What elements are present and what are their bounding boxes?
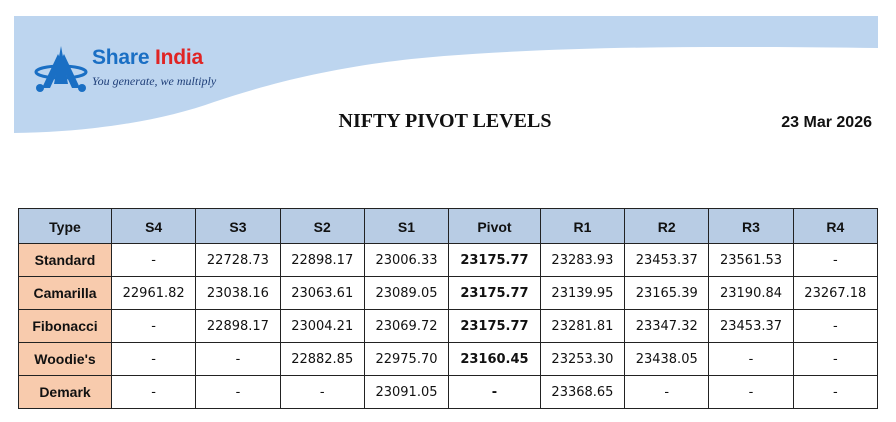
pivot-cell: 23175.77 — [449, 310, 541, 343]
brand-name — [92, 46, 203, 70]
row-label: Woodie's — [19, 343, 112, 376]
column-header: R2 — [625, 209, 709, 244]
table-cell: 23190.84 — [709, 277, 793, 310]
table-row — [19, 277, 878, 310]
pivot-levels-table — [18, 208, 878, 409]
column-header: R4 — [793, 209, 877, 244]
table-cell: - — [112, 343, 196, 376]
table-cell: 22728.73 — [196, 244, 280, 277]
table-cell: 23283.93 — [540, 244, 624, 277]
table-cell: 22975.70 — [364, 343, 448, 376]
row-label: Standard — [19, 244, 112, 277]
table-cell: - — [112, 376, 196, 409]
table-cell: - — [793, 310, 877, 343]
table-cell: 23561.53 — [709, 244, 793, 277]
brand-name-part1: Share — [92, 46, 150, 69]
table-row — [19, 376, 878, 409]
table-cell: 23281.81 — [540, 310, 624, 343]
column-header: R3 — [709, 209, 793, 244]
brand-name-part2: India — [155, 46, 204, 69]
table-cell: - — [709, 343, 793, 376]
table-cell: - — [793, 244, 877, 277]
pivot-cell: 23160.45 — [449, 343, 541, 376]
table-cell: 22882.85 — [280, 343, 364, 376]
table-cell: - — [793, 343, 877, 376]
column-header: Pivot — [449, 209, 541, 244]
table-cell: - — [112, 310, 196, 343]
table-cell: 23069.72 — [364, 310, 448, 343]
column-header: S2 — [280, 209, 364, 244]
table-cell: 23139.95 — [540, 277, 624, 310]
table-cell: - — [625, 376, 709, 409]
table-cell: 22898.17 — [196, 310, 280, 343]
table-cell: 23089.05 — [364, 277, 448, 310]
table-cell: 22898.17 — [280, 244, 364, 277]
table-cell: 23453.37 — [709, 310, 793, 343]
table-cell: 23347.32 — [625, 310, 709, 343]
column-header: Type — [19, 209, 112, 244]
table-cell: 23368.65 — [540, 376, 624, 409]
row-label: Demark — [19, 376, 112, 409]
row-label: Fibonacci — [19, 310, 112, 343]
table-header-row — [19, 209, 878, 244]
table-cell: 23253.30 — [540, 343, 624, 376]
column-header: S4 — [112, 209, 196, 244]
table-cell: 22961.82 — [112, 277, 196, 310]
pivot-cell: 23175.77 — [449, 277, 541, 310]
table-cell: 23267.18 — [793, 277, 877, 310]
table-cell: - — [196, 343, 280, 376]
table-cell: 23091.05 — [364, 376, 448, 409]
table-cell: 23063.61 — [280, 277, 364, 310]
table-cell: - — [112, 244, 196, 277]
report-title: NIFTY PIVOT LEVELS — [338, 110, 552, 132]
pivot-cell: 23175.77 — [449, 244, 541, 277]
table-cell: - — [709, 376, 793, 409]
table-row — [19, 343, 878, 376]
table-cell: 23006.33 — [364, 244, 448, 277]
report-date: 23 Mar 2026 — [781, 114, 872, 131]
column-header: S1 — [364, 209, 448, 244]
column-header: S3 — [196, 209, 280, 244]
table-cell: - — [196, 376, 280, 409]
table-cell: 23438.05 — [625, 343, 709, 376]
brand-tagline: You generate, we multiply — [92, 74, 217, 88]
table-row — [19, 310, 878, 343]
table-cell: 23165.39 — [625, 277, 709, 310]
table-cell: 23453.37 — [625, 244, 709, 277]
table-cell: - — [280, 376, 364, 409]
table-cell: - — [793, 376, 877, 409]
table-cell: 23004.21 — [280, 310, 364, 343]
pivot-cell: - — [449, 376, 541, 409]
table-cell: 23038.16 — [196, 277, 280, 310]
column-header: R1 — [540, 209, 624, 244]
row-label: Camarilla — [19, 277, 112, 310]
table-row — [19, 244, 878, 277]
